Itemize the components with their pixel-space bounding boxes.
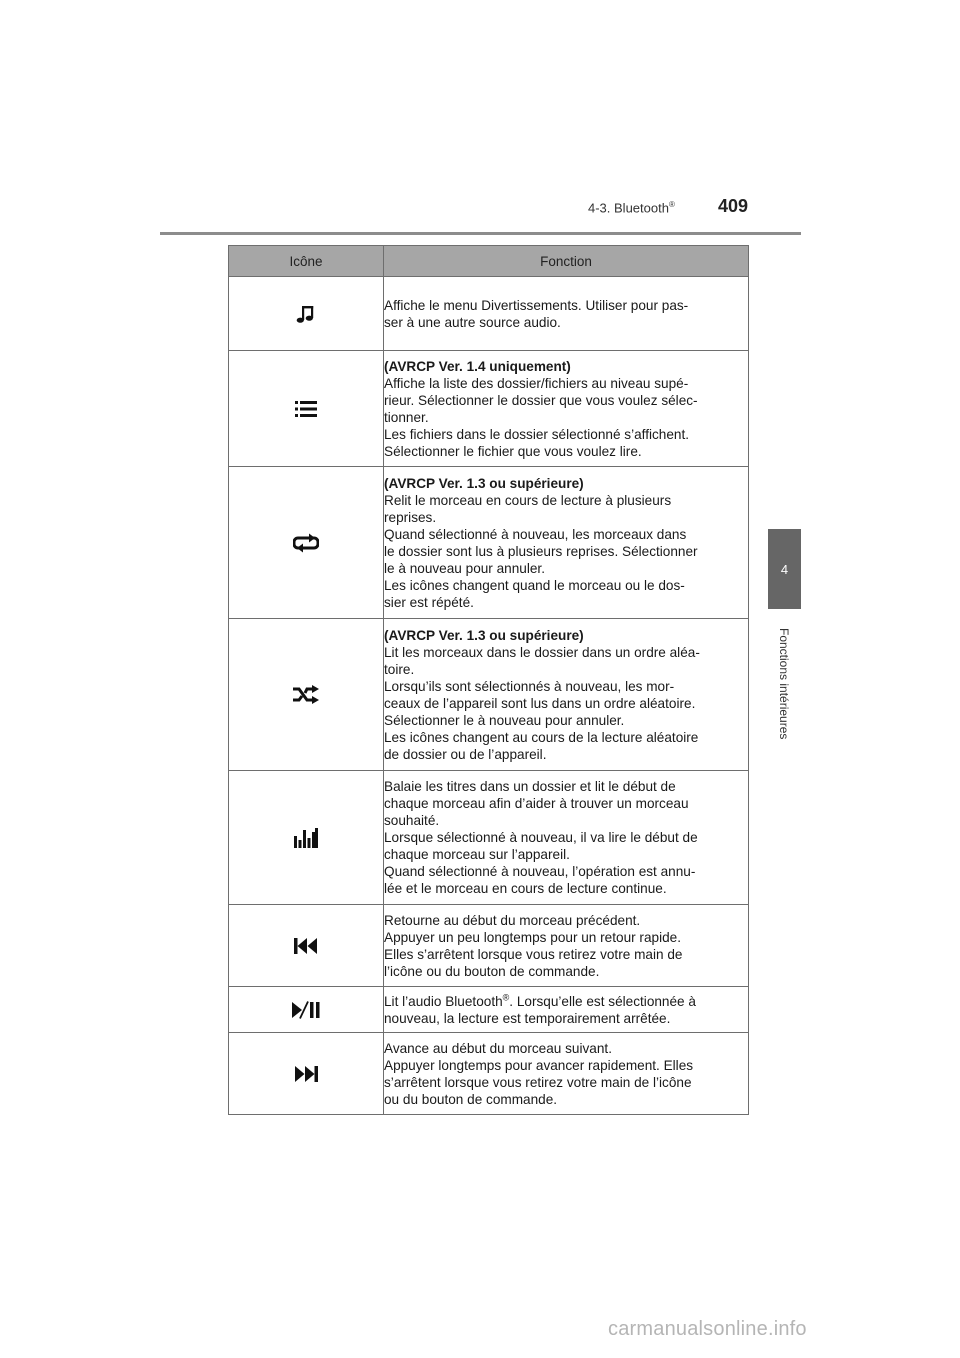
description-line: le à nouveau pour annuler. [384, 560, 545, 576]
watermark-url: carmanualsonline.info [608, 1318, 807, 1340]
description-heading: (AVRCP Ver. 1.3 ou supérieure) [384, 627, 584, 643]
list-icon [295, 400, 317, 418]
function-description [384, 905, 749, 987]
previous-track-icon [294, 938, 318, 954]
description-line: le dossier sont lus à plusieurs reprises. Sélectionner [384, 543, 698, 559]
description-line: ou du bouton de commande. [384, 1091, 558, 1107]
description-line: Affiche le menu Divertissements. Utiliser pour pas- [384, 297, 689, 313]
description-line: Appuyer un peu longtemps pour un retour rapide. [384, 929, 681, 945]
description-line: chaque morceau sur l’appareil. [384, 847, 570, 862]
function-description [384, 771, 749, 905]
description-line: tionner. [384, 409, 429, 425]
registered-mark: ® [502, 991, 510, 1002]
function-description [384, 987, 749, 1033]
function-description [384, 277, 749, 351]
column-header-function: Fonction [384, 246, 749, 277]
description-line: Les fichiers dans le dossier sélectionné s’affichent. [384, 426, 690, 442]
description-line: Sélectionner le fichier que vous voulez lire. [384, 443, 642, 459]
chapter-tab-label: Fonctions intérieures [777, 628, 791, 740]
column-header-icon: Icône [229, 246, 384, 277]
description-line: chaque morceau afin d’aider à trouver un morceau [384, 796, 689, 811]
description-line: rieur. Sélectionner le dossier que vous voulez sélec- [384, 392, 698, 408]
description-line: reprises. [384, 509, 437, 525]
table-row [229, 905, 749, 987]
icon-cell [229, 277, 384, 351]
description-line: Elles s’arrêtent lorsque vous retirez votre main de [384, 946, 683, 962]
description-line: Lorsqu’ils sont sélectionnés à nouveau, les mor- [384, 678, 675, 694]
description-line: Quand sélectionné à nouveau, les morceaux dans [384, 526, 687, 542]
icon-cell [229, 467, 384, 619]
repeat-icon [293, 533, 319, 553]
chapter-tab: 4 [768, 529, 801, 609]
description-text: . Lorsqu’elle est sélectionnée à [509, 993, 696, 1009]
description-line: ceaux de l’appareil sont lus dans un ordre aléatoire. [384, 695, 696, 711]
description-line: Relit le morceau en cours de lecture à plusieurs [384, 492, 672, 508]
page-number: 409 [718, 196, 749, 216]
table-row [229, 351, 749, 467]
icon-cell [229, 619, 384, 771]
table-row [229, 467, 749, 619]
description-line: Retourne au début du morceau précédent. [384, 912, 641, 928]
description-line: Affiche la liste des dossier/fichiers au niveau supé- [384, 375, 689, 391]
header-divider [160, 232, 801, 235]
icon-cell [229, 351, 384, 467]
description-line: Avance au début du morceau suivant. [384, 1040, 612, 1056]
function-table [228, 245, 749, 1115]
section-title-text: 4-3. Bluetooth [588, 200, 669, 216]
icon-cell [229, 905, 384, 987]
description-line: sier est répété. [384, 594, 474, 610]
table-header-row [229, 246, 749, 277]
icon-cell [229, 987, 384, 1033]
description-line: nouveau, la lecture est temporairement arrêtée. [384, 1010, 671, 1026]
section-title-registered-mark: ® [668, 200, 675, 209]
function-description [384, 619, 749, 771]
description-line: Sélectionner le à nouveau pour annuler. [384, 712, 625, 728]
shuffle-icon [292, 685, 320, 705]
description-line: Les icônes changent quand le morceau ou le dos- [384, 577, 685, 593]
description-heading: (AVRCP Ver. 1.3 ou supérieure) [384, 475, 584, 491]
next-track-icon [294, 1066, 318, 1082]
description-line: Lit les morceaux dans le dossier dans un ordre aléa- [384, 644, 700, 660]
scan-icon [294, 828, 318, 848]
description-line: Les icônes changent au cours de la lecture aléatoire [384, 729, 699, 745]
table-row [229, 1033, 749, 1115]
description-line: Lorsque sélectionné à nouveau, il va lire le début de [384, 830, 698, 845]
table-row [229, 987, 749, 1033]
description-line: l’icône ou du bouton de commande. [384, 963, 600, 979]
description-heading: (AVRCP Ver. 1.4 uniquement) [384, 358, 571, 374]
description-line: ser à une autre source audio. [384, 314, 561, 330]
icon-cell [229, 771, 384, 905]
description-line: Balaie les titres dans un dossier et lit le début de [384, 779, 676, 794]
description-line: toire. [384, 661, 415, 677]
play-pause-icon [292, 1001, 320, 1019]
table-row [229, 619, 749, 771]
table-row [229, 771, 749, 905]
description-line: souhaité. [384, 813, 440, 828]
table-row [229, 277, 749, 351]
description-line: Quand sélectionné à nouveau, l’opération est annu- [384, 864, 696, 879]
description-text: Lit l’audio Bluetooth [384, 993, 503, 1009]
description-line: s’arrêtent lorsque vous retirez votre main de l’icône [384, 1074, 692, 1090]
function-description [384, 467, 749, 619]
function-description [384, 351, 749, 467]
description-line: lée et le morceau en cours de lecture continue. [384, 881, 667, 896]
icon-cell [229, 1033, 384, 1115]
description-line: Appuyer longtemps pour avancer rapidement. Elles [384, 1057, 694, 1073]
section-title [588, 200, 675, 215]
music-note-icon [296, 303, 316, 325]
description-line [384, 993, 748, 1010]
description-line: de dossier ou de l’appareil. [384, 746, 547, 762]
function-description [384, 1033, 749, 1115]
